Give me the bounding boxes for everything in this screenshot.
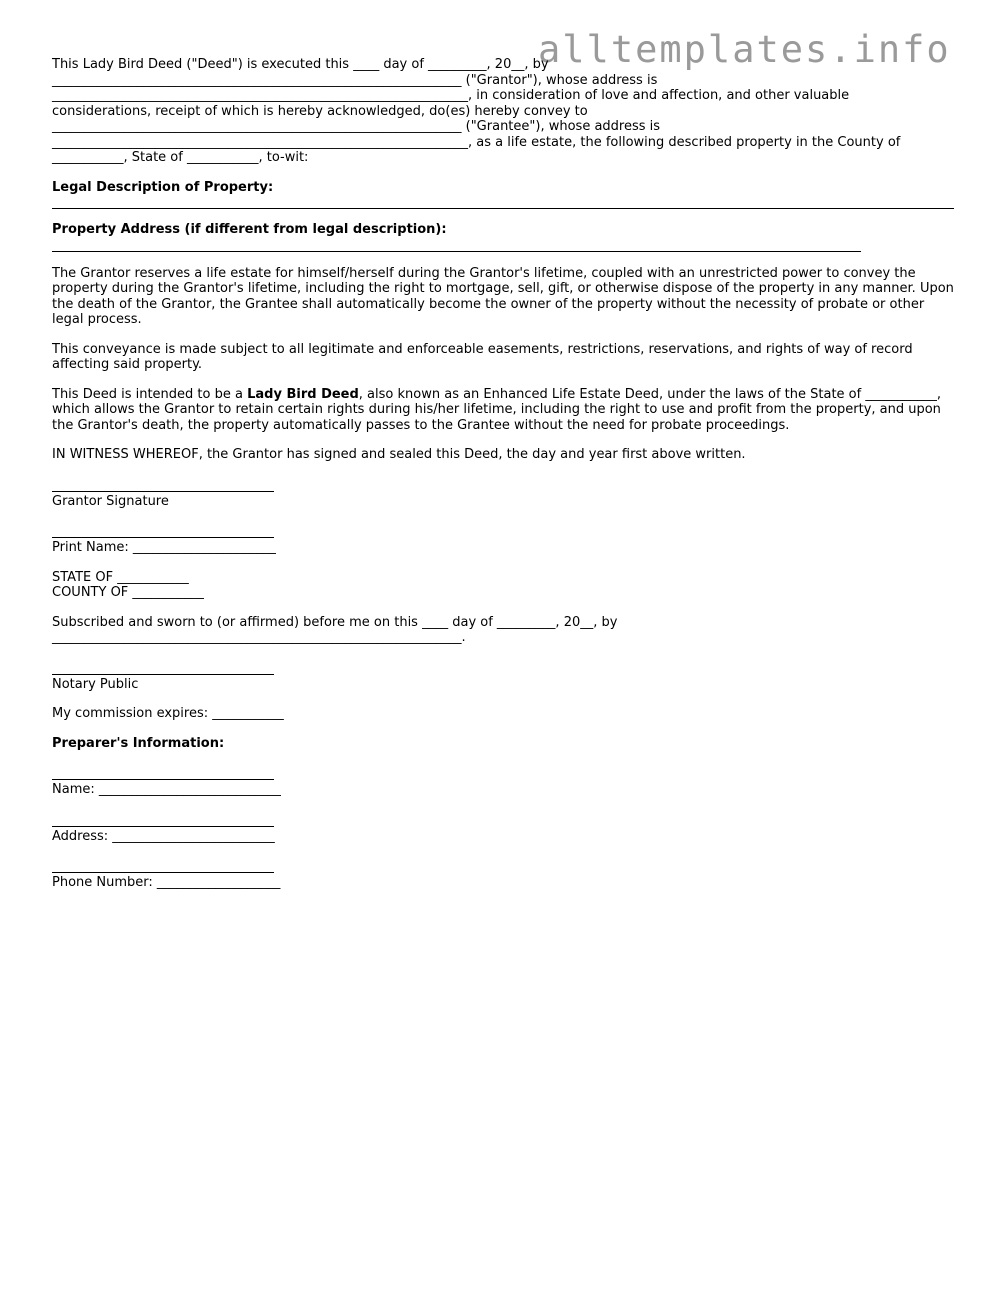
property-address-heading: Property Address (if different from legal description): [52,222,447,237]
life-estate-paragraph: The Grantor reserves a life estate for himself/herself during the Grantor's lifetime, coupled with an unrestricted power to convey the property during the Grantor's lifetime, including the right to mortgage, sell, gift, or otherwise dispose of the property in any manner. Upon the death of the Grantor, the Grantee shall automatically become the owner of the property without the necessity of probate or other legal process. [52,265,954,327]
intro-line-5: _______________________________________________________________ ("Grantee"), whose address is [52,119,661,134]
preparer-address-field[interactable]: Address: _________________________ [52,828,275,844]
watermark: alltemplates.info [538,28,951,71]
preparer-heading: Preparer's Information: [52,735,225,751]
conveyance-paragraph: This conveyance is made subject to all legitimate and enforceable easements, restrictions, reservations, and rights of way of record affecting said property. [52,341,913,372]
intro-line-3: ________________________________________________________________, in consideration of love and affection, and other valuable [52,88,850,103]
print-name-signature-line[interactable] [52,537,274,538]
intro-block [52,57,954,166]
print-name-field[interactable]: Print Name: ______________________ [52,540,276,555]
witness-paragraph: IN WITNESS WHEREOF, the Grantor has signed and sealed this Deed, the day and year first above written. [52,447,746,462]
intro-line-2: _______________________________________________________________ ("Grantor"), whose address is [52,72,658,88]
state-field[interactable]: STATE OF ___________ [52,569,189,585]
legal-description-heading: Legal Description of Property: [52,179,274,195]
preparer-phone-signature-line[interactable] [52,872,274,873]
intent-suffix: , also known as an Enhanced Life Estate Deed, under the laws of the State of ___________, which allows the Grantor to retain certain rights during his/her lifetime, including the right to use and profit from the property, and upon the Grantor's death, the property automatically passes to the Grantee without the need for probate proceedings. [52,386,941,433]
deed-document [52,57,954,891]
notary-signature-line[interactable] [52,674,274,675]
sworn-line-2[interactable]: _______________________________________________________________. [52,630,466,645]
county-field[interactable]: COUNTY OF ___________ [52,585,204,600]
intro-line-7: ___________, State of ___________, to-wit: [52,150,309,165]
preparer-address-signature-line[interactable] [52,826,274,827]
lady-bird-deed-term: Lady Bird Deed [247,386,359,402]
intro-line-6: ________________________________________________________________, as a life estate, the following described property in the County of [52,134,901,150]
commission-expires-field[interactable]: My commission expires: ___________ [52,706,284,721]
grantor-signature-label: Grantor Signature [52,493,169,509]
intro-line-4: considerations, receipt of which is hereby acknowledged, do(es) hereby convey to [52,103,588,119]
property-address-line[interactable] [52,251,861,252]
preparer-name-field[interactable]: Name: ____________________________ [52,782,281,797]
intent-paragraph [52,387,954,434]
sworn-line-1: Subscribed and sworn to (or affirmed) before me on this ____ day of _________, 20__, by [52,614,618,630]
notary-public-label: Notary Public [52,676,139,692]
legal-description-line[interactable] [52,208,954,209]
intro-line-1: This Lady Bird Deed ("Deed") is executed this ____ day of _________, 20__, by [52,57,549,72]
preparer-phone-field[interactable]: Phone Number: ___________________ [52,875,281,890]
grantor-signature-line[interactable] [52,491,274,492]
preparer-name-signature-line[interactable] [52,779,274,780]
intent-prefix: This Deed is intended to be a [52,386,248,402]
